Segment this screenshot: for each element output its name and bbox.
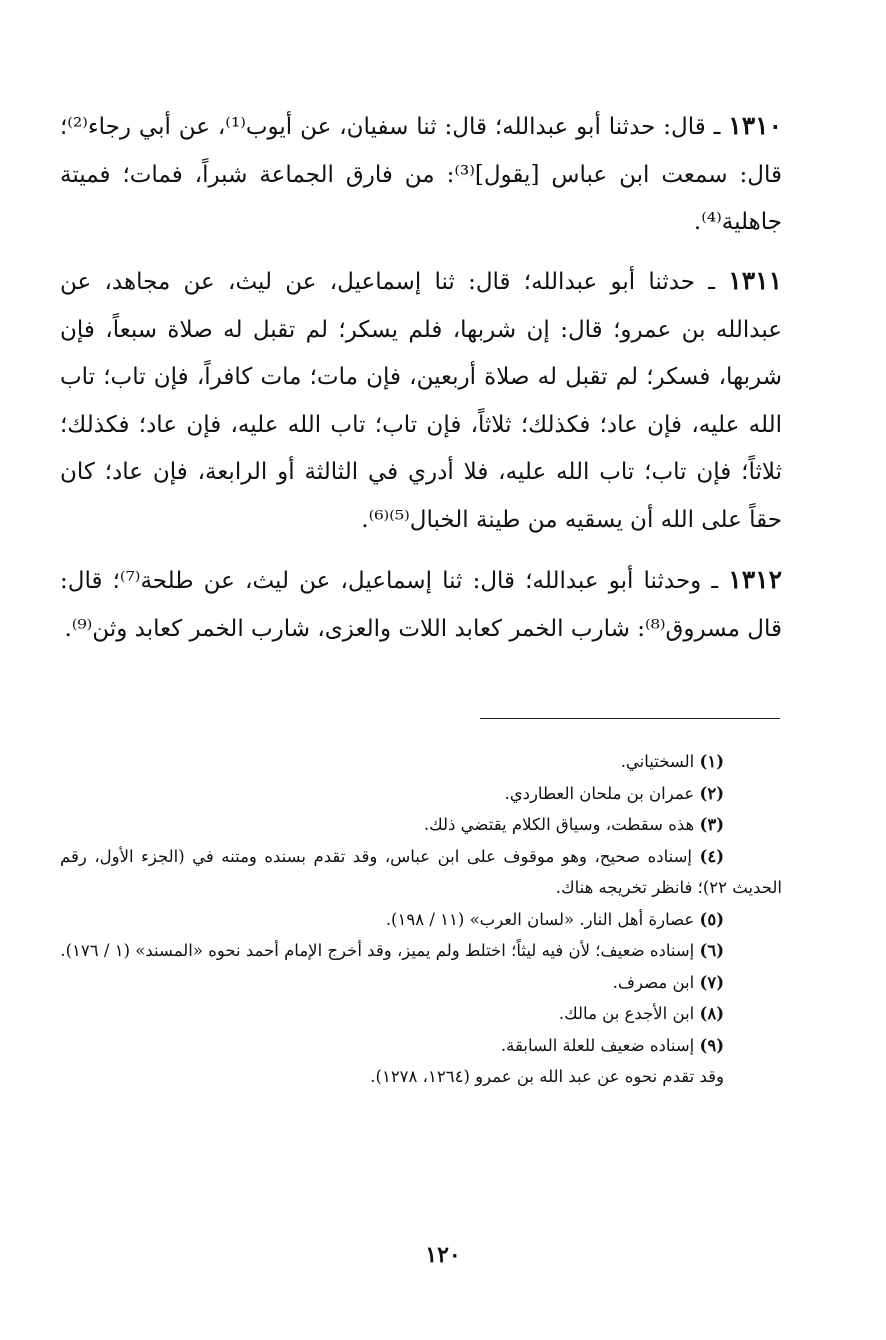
footnote-text: عمران بن ملحان العطاردي. bbox=[504, 783, 695, 803]
hadith-text: ـ وحدثنا أبو عبدالله؛ قال: ثنا إسماعيل، عن ليث، عن طلحة⁽⁷⁾؛ قال: قال مسروق⁽⁸⁾: شارب الخمر كعابد اللات والعزى، شارب الخمر كعابد وثن⁽⁹⁾. bbox=[60, 568, 782, 642]
footnote-7 bbox=[60, 967, 782, 999]
footnote-number: (٥) bbox=[699, 909, 724, 929]
hadith-text: ـ حدثنا أبو عبدالله؛ قال: ثنا إسماعيل، عن ليث، عن مجاهد، عن عبدالله بن عمرو؛ قال: إن شربها، فلم يسكر؛ لم تقبل له صلاة سبعاً، فإن شربها، فسكر؛ لم تقبل له صلاة أربعين، فإن مات؛ مات كافراً، فإن تاب؛ تاب الله عليه، فإن عاد؛ فكذلك؛ ثلاثاً، فإن تاب؛ تاب الله عليه، فإن عاد؛ فكذلك؛ ثلاثاً؛ فإن تاب؛ تاب الله عليه، فلا أدري في الثالثة أو الرابعة، فإن عاد؛ كان حقاً على الله أن يسقيه من طينة الخبال⁽⁵⁾⁽⁶⁾. bbox=[60, 269, 783, 533]
hadith-1311 bbox=[60, 257, 782, 544]
footnote-4 bbox=[60, 841, 782, 904]
hadith-1310 bbox=[60, 102, 782, 247]
hadith-number: ١٣١٢ bbox=[728, 565, 782, 594]
footnote-number: (٧) bbox=[699, 972, 724, 992]
footnote-6 bbox=[60, 935, 782, 967]
footnote-text: إسناده ضعيف للعلة السابقة. bbox=[500, 1035, 695, 1055]
footnote-number: (٤) bbox=[699, 846, 724, 866]
page-number: ١٢٠ bbox=[425, 1242, 461, 1268]
footnote-text: وقد تقدم نحوه عن عبد الله بن عمرو (١٢٦٤، ١٢٧٨). bbox=[370, 1067, 724, 1086]
footnote-2 bbox=[60, 778, 782, 810]
footnote-separator bbox=[480, 718, 780, 719]
footnote-text: ابن مصرف. bbox=[612, 972, 695, 992]
footnote-text: ابن الأجدع بن مالك. bbox=[558, 1004, 695, 1023]
footnote-text: إسناده صحيح، وهو موقوف على ابن عباس، وقد تقدم بسنده ومتنه في (الجزء الأول، رقم الحديث ٢٢)؛ فانظر تخريجه هناك. bbox=[60, 846, 782, 897]
footnote-extra bbox=[60, 1061, 782, 1093]
footnote-text: عصارة أهل النار. «لسان العرب» (١١ / ١٩٨). bbox=[385, 909, 695, 929]
hadith-text: ـ قال: حدثنا أبو عبدالله؛ قال: ثنا سفيان، عن أيوب⁽¹⁾، عن أبي رجاء⁽²⁾؛ قال: سمعت ابن عباس [يقول]⁽³⁾: من فارق الجماعة شبراً، فمات؛ فميتة جاهلية⁽⁴⁾. bbox=[60, 114, 782, 235]
footnote-number: (٣) bbox=[699, 815, 724, 834]
footnote-number: (٦) bbox=[699, 941, 724, 960]
hadith-number: ١٣١٠ bbox=[728, 111, 782, 140]
footnote-text: إسناده ضعيف؛ لأن فيه ليثاً؛ اختلط ولم يميز، وقد أخرج الإمام أحمد نحوه «المسند» (١ / ١٧٦). bbox=[60, 941, 695, 960]
hadith-number: ١٣١١ bbox=[728, 266, 782, 295]
footnote-text: هذه سقطت، وسياق الكلام يقتضي ذلك. bbox=[423, 815, 695, 834]
footnote-8 bbox=[60, 998, 782, 1030]
footnotes-list bbox=[60, 746, 782, 1093]
footnote-9 bbox=[60, 1030, 782, 1062]
footnote-5 bbox=[60, 904, 782, 936]
footnote-1 bbox=[60, 746, 782, 778]
footnote-number: (٨) bbox=[699, 1004, 724, 1023]
footnote-text: السختياني. bbox=[620, 752, 695, 771]
footnote-number: (٢) bbox=[699, 783, 724, 803]
hadith-1312 bbox=[60, 556, 782, 653]
footnote-3 bbox=[60, 809, 782, 841]
footnote-number: (١) bbox=[699, 752, 724, 771]
footnote-number: (٩) bbox=[699, 1035, 724, 1055]
